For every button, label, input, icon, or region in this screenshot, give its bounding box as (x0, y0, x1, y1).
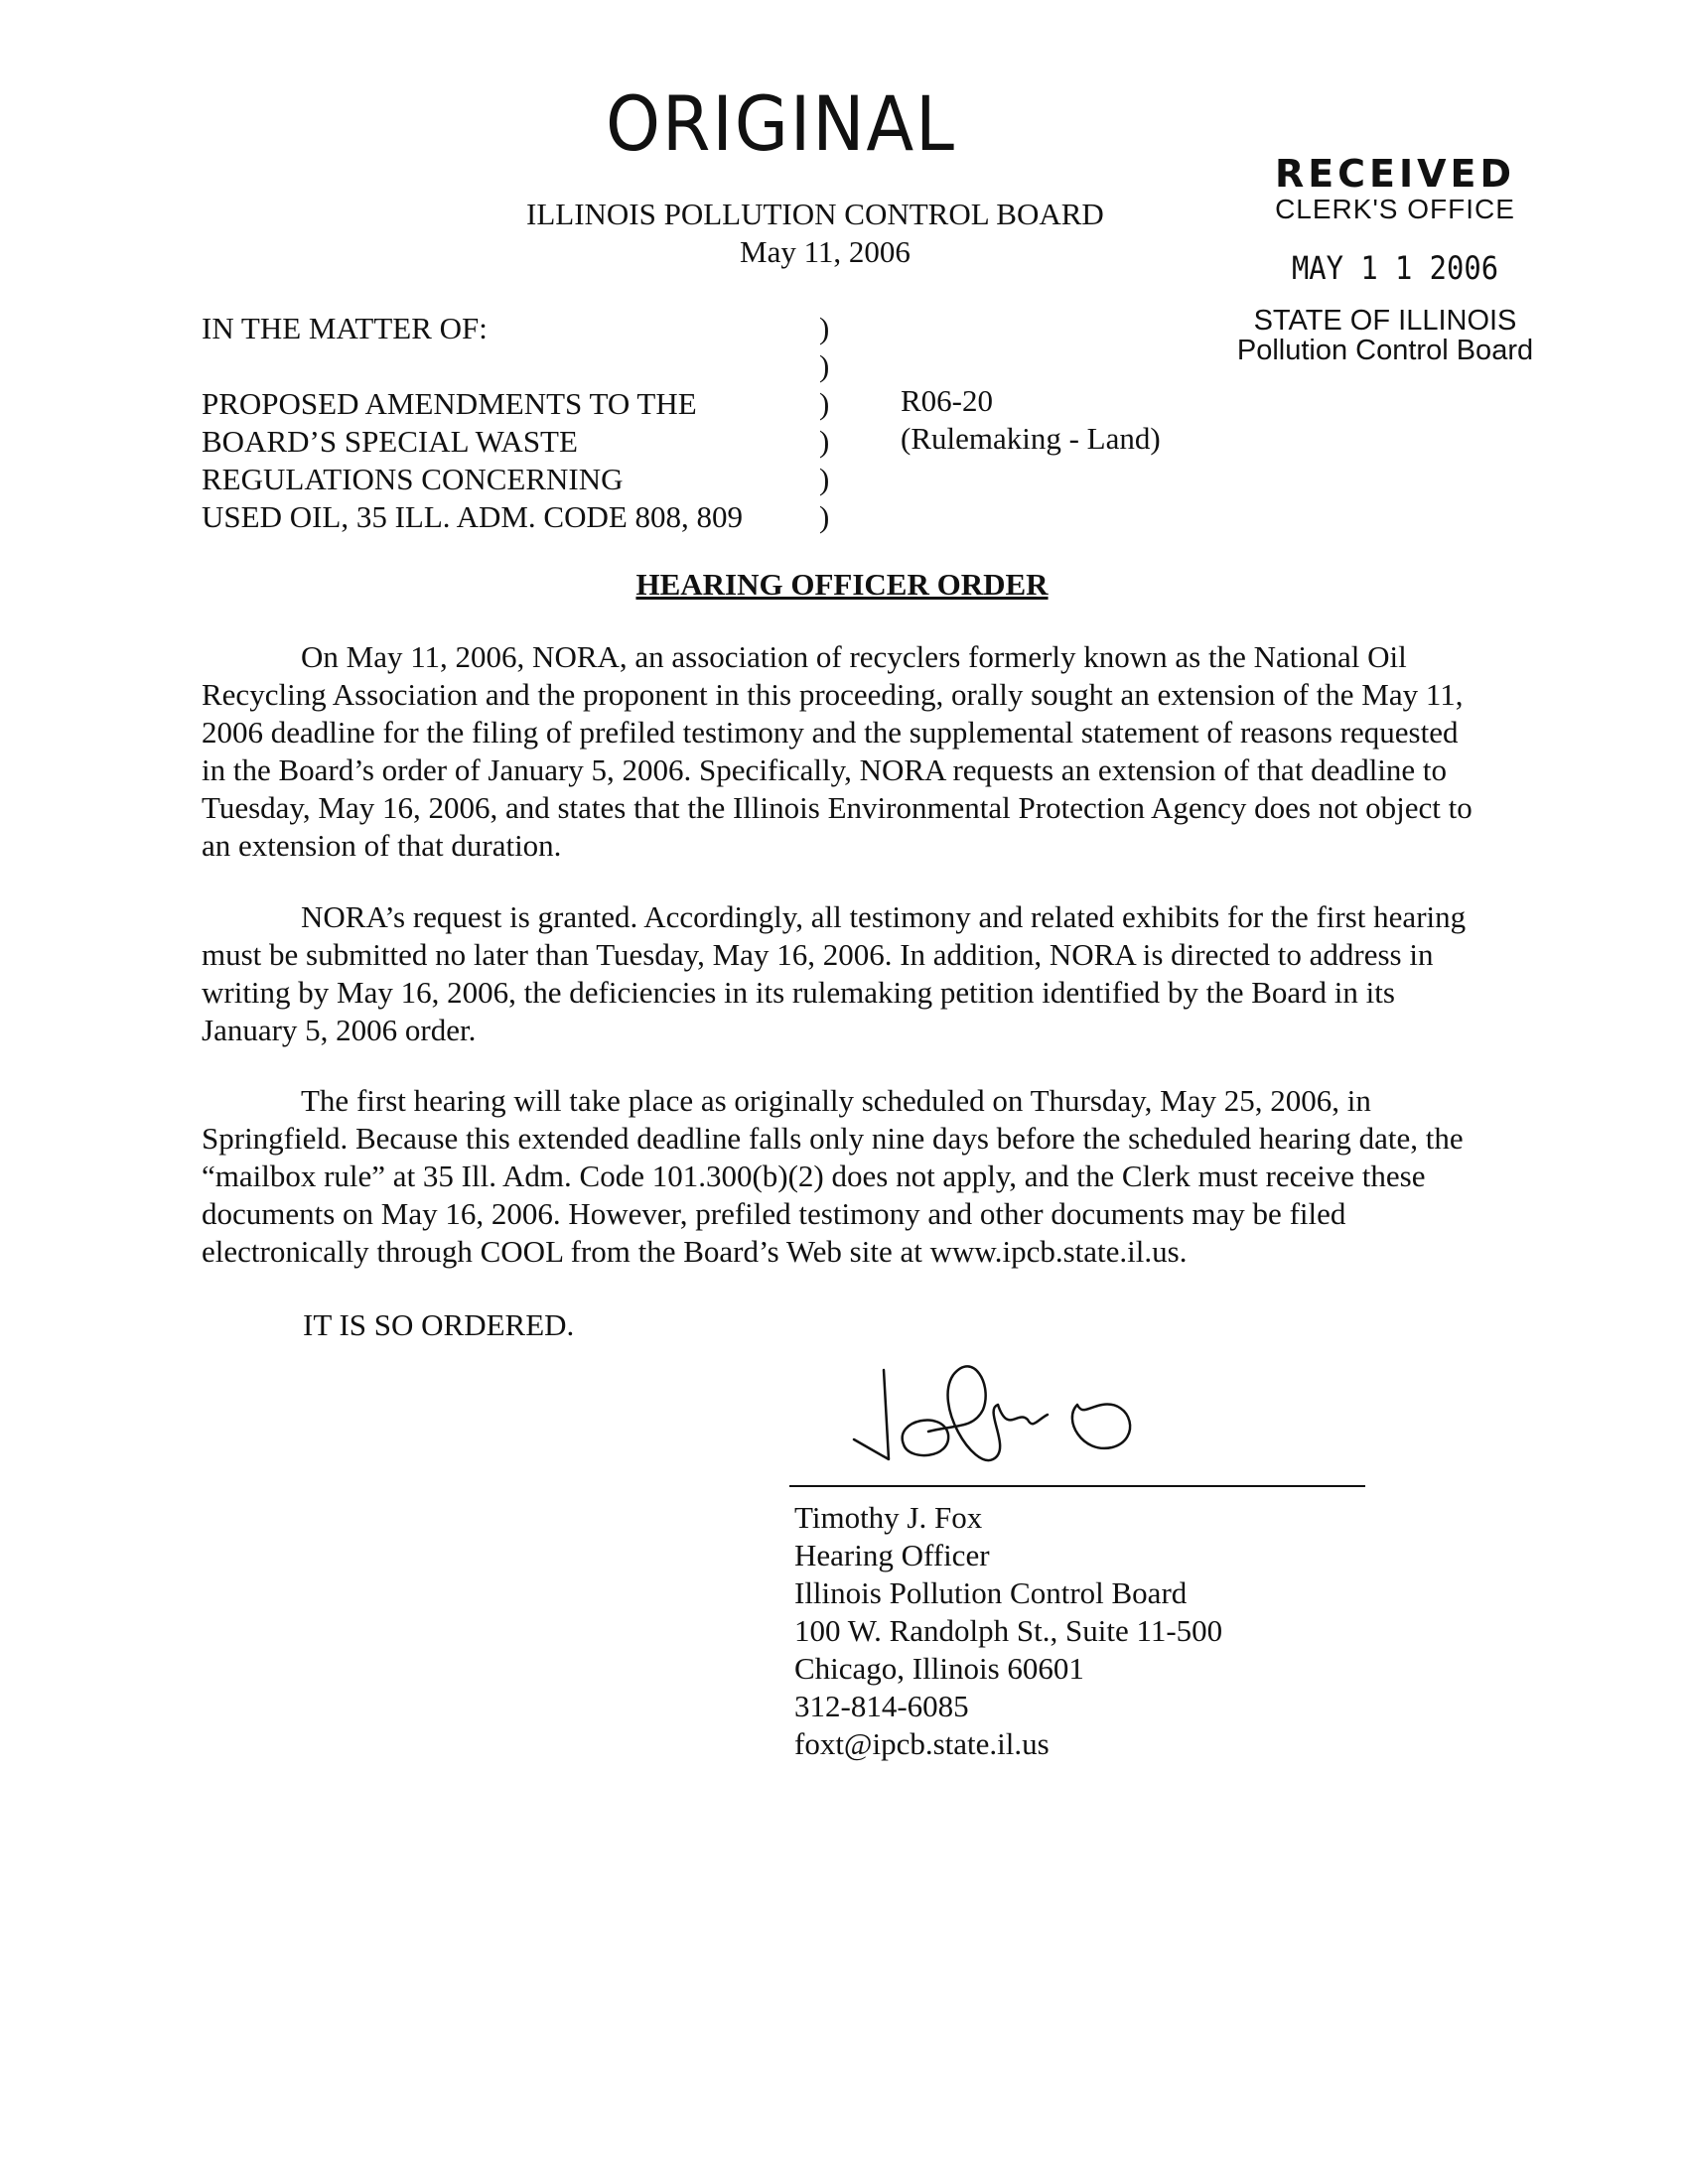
board-name: ILLINOIS POLLUTION CONTROL BOARD (526, 197, 1104, 231)
paren: ) (819, 424, 830, 459)
board-label: Pollution Control Board (1236, 335, 1534, 366)
received-stamp (1231, 154, 1559, 287)
case-info (901, 382, 1161, 458)
body-paragraph (202, 898, 1482, 1049)
signer-phone: 312-814-6085 (794, 1689, 969, 1723)
case-type: (Rulemaking - Land) (901, 421, 1161, 456)
paren: ) (819, 462, 830, 496)
so-ordered: IT IS SO ORDERED. (303, 1307, 575, 1342)
paren: ) (819, 311, 830, 345)
state-stamp (1211, 306, 1559, 365)
signature (834, 1350, 1231, 1489)
caption-line: REGULATIONS CONCERNING (202, 462, 624, 496)
signer-title: Hearing Officer (794, 1538, 990, 1572)
signer-org: Illinois Pollution Control Board (794, 1575, 1188, 1610)
body-paragraph (202, 1082, 1482, 1271)
original-stamp: ORIGINAL (606, 79, 956, 168)
case-caption (202, 310, 743, 536)
paren: ) (819, 348, 830, 383)
received-label: RECEIVED (1274, 152, 1516, 196)
signature-line (789, 1485, 1365, 1487)
signer-block (794, 1499, 1222, 1763)
received-date: MAY 1 1 2006 (1291, 249, 1499, 287)
paren: ) (819, 499, 830, 534)
state-label: STATE OF ILLINOIS (1253, 305, 1517, 337)
signer-address2: Chicago, Illinois 60601 (794, 1651, 1084, 1686)
caption-line: USED OIL, 35 ILL. ADM. CODE 808, 809 (202, 499, 744, 534)
paragraph-text: The first hearing will take place as originally scheduled on Thursday, May 25, 2006, in Springfield. Because this extended deadline falls only nine days before the scheduled hearing date, the “mailbox rule” at 35 Ill. Adm. Code 101.300(b)(2) does not apply, and the Clerk must receive these documents on May 16, 2006. However, prefiled testimony and other documents may be filed electronically through COOL from the Board’s Web site at www.ipcb.state.il.us. (202, 1083, 1464, 1269)
order-title: HEARING OFFICER ORDER (635, 567, 1049, 602)
clerks-office-label: CLERK'S OFFICE (1275, 194, 1515, 224)
caption-line (202, 347, 743, 385)
signer-email: foxt@ipcb.state.il.us (794, 1726, 1050, 1761)
body-paragraph (202, 638, 1482, 865)
signer-name: Timothy J. Fox (794, 1500, 983, 1535)
caption-line: IN THE MATTER OF: (202, 311, 488, 345)
paragraph-text: On May 11, 2006, NORA, an association of recyclers formerly known as the National Oil Recycling Association and the proponent in this proceeding, orally sought an extension of the May 11, 2006 deadline for the filing of prefiled testimony and the supplemental statement of reasons requested in the Board’s order of January 5, 2006. Specifically, NORA requests an extension of that deadline to Tuesday, May 16, 2006, and states that the Illinois Environmental Protection Agency does not object to an extension of that duration. (202, 639, 1473, 863)
caption-line: BOARD’S SPECIAL WASTE (202, 424, 578, 459)
paren: ) (819, 386, 830, 421)
document-date: May 11, 2006 (740, 234, 911, 269)
caption-line: PROPOSED AMENDMENTS TO THE (202, 386, 697, 421)
caption-parentheses (819, 310, 829, 536)
case-number: R06-20 (901, 383, 993, 418)
paragraph-text: NORA’s request is granted. Accordingly, all testimony and related exhibits for the first hearing must be submitted no later than Tuesday, May 16, 2006. In addition, NORA is directed to address in writing by May 16, 2006, the deficiencies in its rulemaking petition identified by the Board in its January 5, 2006 order. (202, 899, 1467, 1047)
signer-address1: 100 W. Randolph St., Suite 11-500 (794, 1613, 1223, 1648)
